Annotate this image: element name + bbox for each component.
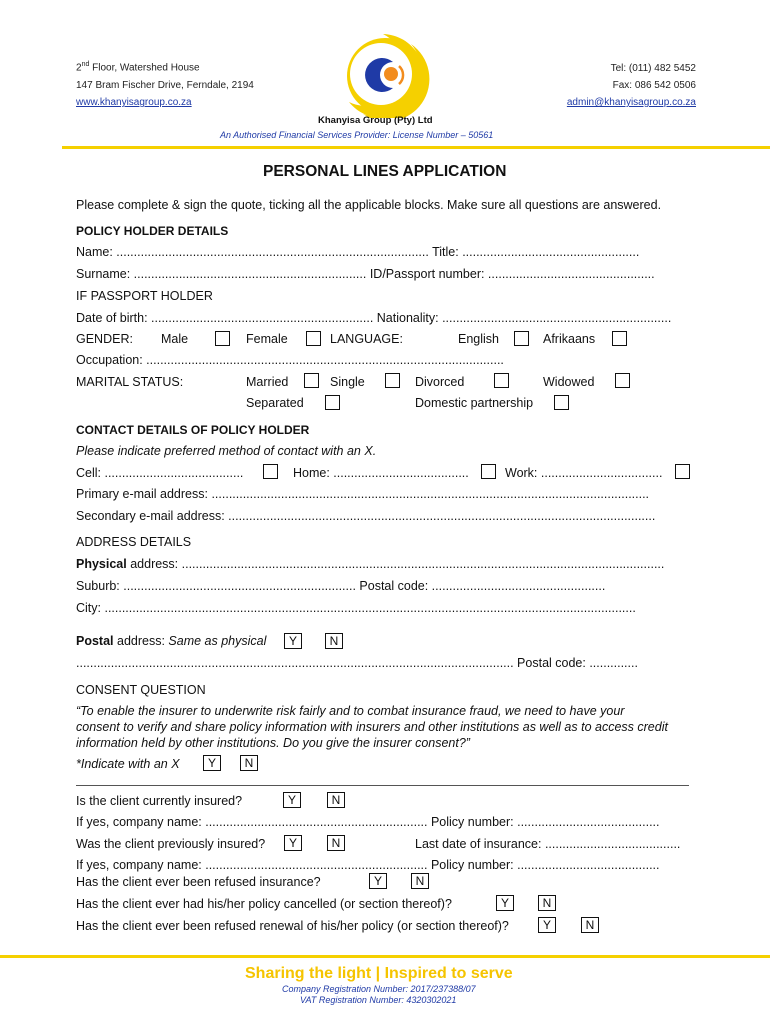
domestic-partnership-label: Domestic partnership: [415, 396, 534, 410]
divorced-checkbox[interactable]: [494, 373, 509, 388]
postal-address-text: address:: [113, 634, 169, 648]
divorced-label: Divorced: [415, 375, 465, 389]
separated-checkbox[interactable]: [325, 395, 340, 410]
website-link[interactable]: [76, 97, 192, 108]
footer-rule: [0, 955, 770, 958]
suburb-postal-field[interactable]: Suburb: ................................................................... Postal code: ..................................................: [76, 579, 606, 593]
previously-insured-yes-box[interactable]: Y: [284, 835, 302, 851]
widowed-checkbox[interactable]: [615, 373, 630, 388]
form-title: PERSONAL LINES APPLICATION: [263, 163, 507, 180]
fax: Fax: 086 542 0506: [612, 80, 696, 91]
contact-instruction: Please indicate preferred method of contact with an X.: [76, 444, 377, 458]
surname-id-field[interactable]: Surname: ................................................................... ID/Passport number: ................................................: [76, 267, 655, 281]
consent-no-box[interactable]: N: [240, 755, 258, 771]
vat-registration: VAT Registration Number: 4320302021: [300, 995, 457, 1005]
refused-insurance-yes-box[interactable]: Y: [369, 873, 387, 889]
telephone: Tel: (011) 482 5452: [610, 63, 696, 74]
company-registration: Company Registration Number: 2017/237388/07: [282, 984, 476, 994]
address-heading: ADDRESS DETAILS: [76, 535, 192, 549]
work-checkbox[interactable]: [675, 464, 690, 479]
company-name: Khanyisa Group (Pty) Ltd: [318, 115, 433, 126]
occupation-field[interactable]: Occupation: .......................................................................................................: [76, 353, 504, 367]
fsp-license: An Authorised Financial Services Provider: License Number – 50561: [220, 130, 494, 140]
physical-address-dots: address: ...........................................................................................................................................: [126, 557, 665, 571]
male-label: Male: [161, 332, 189, 346]
english-label: English: [458, 332, 499, 346]
policy-cancelled-label: Has the client ever had his/her policy cancelled (or section thereof)?: [76, 897, 452, 911]
home-checkbox[interactable]: [481, 464, 496, 479]
physical-bold-label: Physical: [76, 557, 127, 571]
primary-email-field[interactable]: Primary e-mail address: ..............................................................................................................................: [76, 487, 650, 501]
currently-insured-yes-box[interactable]: Y: [283, 792, 301, 808]
married-checkbox[interactable]: [304, 373, 319, 388]
consent-yes-box[interactable]: Y: [203, 755, 221, 771]
single-label: Single: [330, 375, 365, 389]
separated-label: Separated: [246, 396, 304, 410]
female-label: Female: [246, 332, 288, 346]
header-rule: [62, 146, 770, 149]
contact-heading: CONTACT DETAILS OF POLICY HOLDER: [76, 423, 310, 437]
address-line-2: 147 Bram Fischer Drive, Ferndale, 2194: [76, 80, 254, 91]
footer-slogan: Sharing the light | Inspired to serve: [245, 965, 513, 982]
consent-divider: [76, 785, 689, 786]
email-link[interactable]: [567, 97, 696, 108]
postal-same-no-box[interactable]: N: [325, 633, 343, 649]
widowed-label: Widowed: [543, 375, 595, 389]
refused-renewal-yes-box[interactable]: Y: [538, 917, 556, 933]
form-intro: Please complete & sign the quote, ticking all the applicable blocks. Make sure all questions are answered.: [76, 198, 662, 212]
refused-renewal-label: Has the client ever been refused renewal of his/her policy (or section thereof)?: [76, 919, 509, 933]
male-checkbox[interactable]: [215, 331, 230, 346]
company-logo: [333, 30, 433, 118]
cell-checkbox[interactable]: [263, 464, 278, 479]
cell-field[interactable]: Cell: ........................................: [76, 466, 244, 480]
postal-address-label: [76, 634, 266, 648]
currently-insured-no-box[interactable]: N: [327, 792, 345, 808]
consent-indicate: *Indicate with an X: [76, 757, 180, 771]
previously-insured-label: Was the client previously insured?: [76, 837, 266, 851]
refused-insurance-label: Has the client ever been refused insurance?: [76, 875, 321, 889]
postal-same-yes-box[interactable]: Y: [284, 633, 302, 649]
policy-cancelled-yes-box[interactable]: Y: [496, 895, 514, 911]
consent-text-2: consent to verify and share policy information with insurers and other institutions as well as to access credit: [76, 720, 668, 734]
dob-nationality-field[interactable]: Date of birth: ................................................................ Nationality: ..................................................................: [76, 311, 672, 325]
gender-label: GENDER:: [76, 332, 133, 346]
secondary-email-field[interactable]: Secondary e-mail address: ...........................................................................................................................: [76, 509, 656, 523]
name-title-field[interactable]: Name: .......................................................................................... Title: ...................................................: [76, 245, 640, 259]
last-date-insurance-field[interactable]: Last date of insurance: .......................................: [415, 837, 681, 851]
afrikaans-label: Afrikaans: [543, 332, 596, 346]
female-checkbox[interactable]: [306, 331, 321, 346]
email-link-text[interactable]: admin@khanyisagroup.co.za: [566, 97, 696, 108]
refused-renewal-no-box[interactable]: N: [581, 917, 599, 933]
website-link-text[interactable]: www.khanyisagroup.co.za: [76, 97, 192, 108]
marital-status-label: MARITAL STATUS:: [76, 375, 184, 389]
refused-insurance-no-box[interactable]: N: [411, 873, 429, 889]
passport-holder-label: IF PASSPORT HOLDER: [76, 289, 213, 303]
city-field[interactable]: City: .........................................................................................................................................................: [76, 601, 636, 615]
address-line-1-text: Floor, Watershed House: [89, 62, 200, 74]
address-line-1: 2nd Floor, Watershed House: [76, 61, 200, 74]
same-as-physical-text: Same as physical: [168, 634, 267, 648]
domestic-partnership-checkbox[interactable]: [554, 395, 569, 410]
logo-orange-dot: [384, 67, 398, 81]
language-label: LANGUAGE:: [330, 332, 403, 346]
postal-address-line[interactable]: .............................................................................................................................. Postal code: ..............: [76, 656, 638, 670]
current-company-policy-field[interactable]: If yes, company name: ................................................................ Policy number: .........................................: [76, 815, 660, 829]
previously-insured-no-box[interactable]: N: [327, 835, 345, 851]
consent-text-3: information held by other institutions. Do you give the insurer consent?”: [76, 736, 470, 750]
married-label: Married: [246, 375, 289, 389]
consent-heading: CONSENT QUESTION: [76, 683, 206, 697]
postal-bold-label: Postal: [76, 634, 114, 648]
work-field[interactable]: Work: ...................................: [505, 466, 663, 480]
policy-cancelled-no-box[interactable]: N: [538, 895, 556, 911]
currently-insured-label: Is the client currently insured?: [76, 794, 243, 808]
single-checkbox[interactable]: [385, 373, 400, 388]
policy-holder-heading: POLICY HOLDER DETAILS: [76, 224, 229, 238]
home-field[interactable]: Home: .......................................: [293, 466, 469, 480]
afrikaans-checkbox[interactable]: [612, 331, 627, 346]
english-checkbox[interactable]: [514, 331, 529, 346]
physical-address-field[interactable]: [76, 557, 664, 571]
consent-text-1: “To enable the insurer to underwrite risk fairly and to combat insurance fraud, we need to have your: [76, 704, 625, 718]
previous-company-policy-field[interactable]: If yes, company name: ................................................................ Policy number: .........................................: [76, 858, 660, 872]
